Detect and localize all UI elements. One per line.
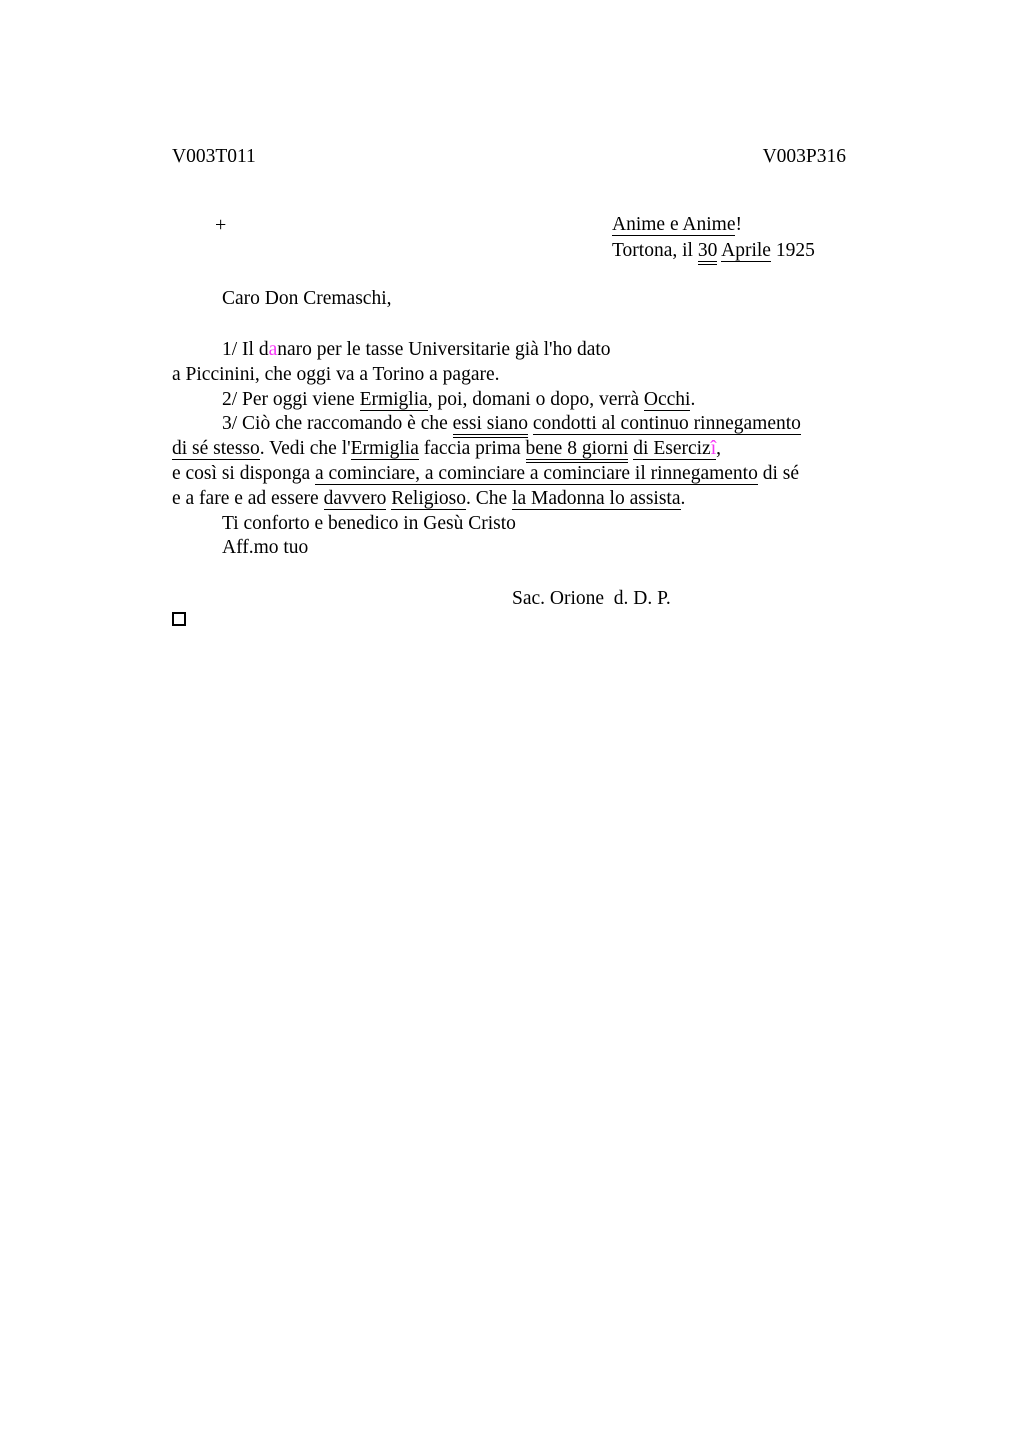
empty-square-icon (172, 612, 186, 626)
text-segment: Aprile (721, 240, 771, 261)
text-segment: . (680, 487, 686, 509)
letter-motto (612, 212, 815, 238)
text-segment: Ermiglia (359, 388, 428, 410)
text-segment: la Madonna lo assista (512, 487, 681, 509)
text-segment: Ti conforto e benedico in Gesù Cristo (222, 512, 516, 534)
text-segment: . (690, 388, 696, 410)
document-code-left: V003T011 (172, 146, 256, 167)
letter-body-line (172, 536, 872, 561)
letter-body (172, 338, 872, 561)
letter-body-line (172, 338, 872, 363)
text-segment: faccia prima (418, 438, 526, 460)
heading-block (612, 212, 815, 264)
text-segment: î (710, 438, 717, 460)
text-segment: di sé stesso (172, 438, 260, 460)
text-segment: ! (735, 214, 742, 235)
text-segment: Anime e Anime (612, 214, 736, 235)
letter-dateline (612, 238, 815, 264)
text-segment: e a fare e ad essere (172, 487, 324, 509)
text-segment: bene 8 giorni (526, 438, 629, 463)
text-segment: 1925 (770, 240, 815, 261)
text-segment: . Vedi che l' (259, 438, 351, 460)
text-segment: condotti al continuo rinnegamento (532, 413, 801, 435)
text-segment: a (268, 339, 278, 360)
letter-body-line (172, 412, 872, 437)
cross-mark: + (215, 214, 227, 236)
text-segment: essi siano (453, 413, 528, 438)
letter-body-line (172, 363, 872, 388)
text-segment: Occhi (643, 388, 691, 410)
document-code-right: V003P316 (762, 146, 846, 167)
text-segment: naro per le tasse Universitarie già l'ho dato (277, 339, 611, 360)
text-segment: 2/ Per oggi viene (222, 388, 360, 410)
text-segment: a Piccinini, che oggi va a Torino a pagare. (172, 363, 500, 385)
letter-body-line (172, 512, 872, 537)
text-segment: Ermiglia (350, 438, 419, 460)
letter-body-line (172, 388, 872, 413)
text-segment: davvero (323, 487, 387, 509)
text-segment: 30 (698, 240, 718, 265)
salutation: Caro Don Cremaschi, (222, 288, 392, 309)
text-segment: 3/ Ciò che raccomando è che (222, 413, 453, 435)
text-segment: di Eserciz (633, 438, 711, 460)
text-segment: , (716, 438, 721, 460)
letter-body-line (172, 462, 872, 487)
text-segment: Religioso (391, 487, 467, 509)
letter-body-line (172, 487, 872, 512)
text-segment: . Che (466, 487, 513, 509)
text-segment: di sé (757, 462, 800, 484)
text-segment: Aff.mo tuo (222, 537, 309, 559)
text-segment: Tortona, il (612, 240, 698, 261)
text-segment: a cominciare, a cominciare a cominciare il rinnegamento (314, 462, 758, 484)
text-segment: e così si disponga (172, 462, 315, 484)
signature: Sac. Orione d. D. P. (512, 588, 671, 609)
text-segment: 1/ Il d (222, 339, 269, 360)
text-segment: , poi, domani o dopo, verrà (427, 388, 644, 410)
header-row (172, 146, 846, 168)
letter-body-line (172, 437, 872, 462)
